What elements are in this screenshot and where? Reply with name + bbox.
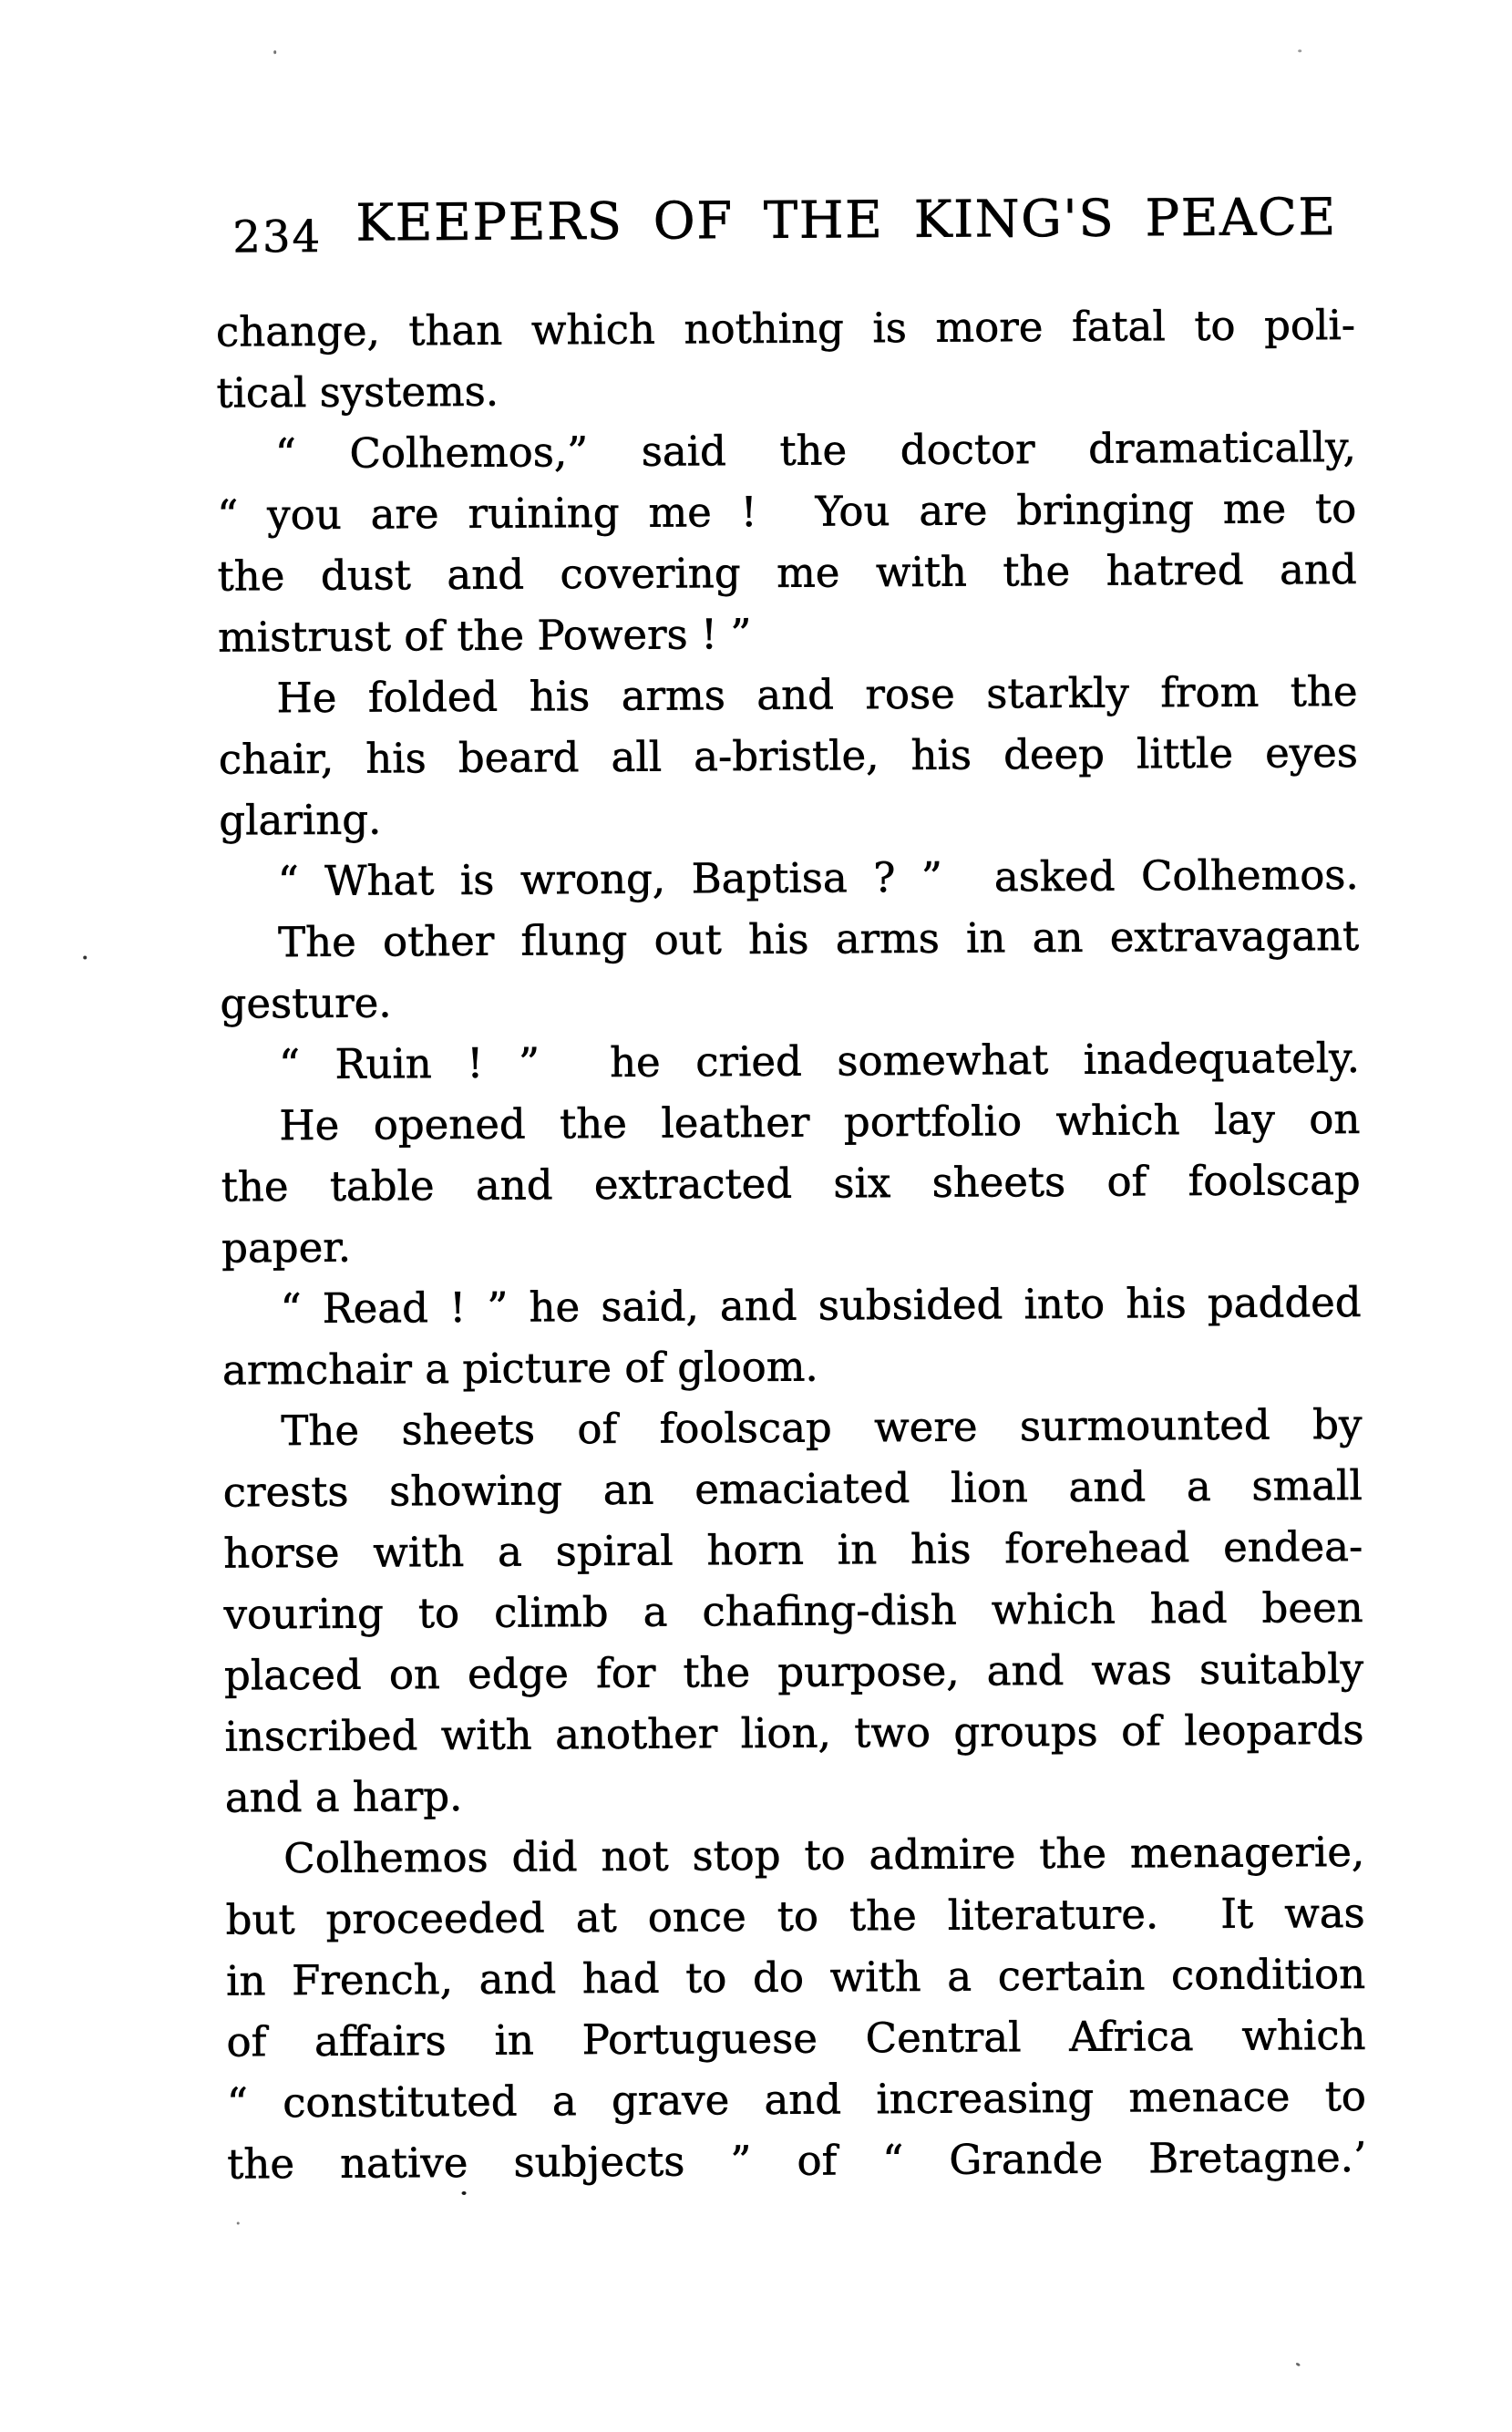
text-line: The other flung out his arms in an extravagant — [277, 911, 1360, 967]
text-line: in French, and had to do with a certain condition — [225, 1949, 1366, 2005]
text-line: “ you are ruining me ! You are bringing me to — [217, 483, 1357, 540]
text-line: paper. — [221, 1222, 352, 1273]
text-line: tical systems. — [216, 366, 499, 417]
text-line: vouring to climb a chafing-dish which had been — [223, 1582, 1363, 1639]
text-line: but proceeded at once to the literature. It was — [225, 1888, 1365, 1944]
scan-speck — [1295, 2362, 1301, 2366]
text-line: armchair a picture of gloom. — [221, 1342, 818, 1395]
text-line: “ Ruin ! ” he cried somewhat inadequately. — [278, 1033, 1361, 1089]
scan-speck — [83, 955, 87, 959]
text-line: and a harp. — [224, 1771, 463, 1822]
scan-speck — [237, 2221, 240, 2224]
text-line: of affairs in Portuguese Central Africa which — [226, 2010, 1366, 2066]
text-line: mistrust of the Powers ! ” — [217, 610, 752, 662]
scan-speck — [1298, 49, 1301, 52]
scan-speck — [273, 50, 276, 54]
running-title: KEEPERS OF THE KING'S PEACE — [355, 188, 1337, 253]
text-line: “ What is wrong, Baptisa ? ” asked Colhemos. — [277, 850, 1359, 906]
text-block — [216, 294, 1367, 2195]
text-line: “ Colhemos,” said the doctor dramatically, — [274, 422, 1357, 479]
text-line: Colhemos did not stop to admire the menagerie, — [283, 1827, 1365, 1883]
page-number: 234 — [232, 211, 323, 263]
text-line: crests showing an emaciated lion and a small — [222, 1460, 1363, 1517]
text-line: “ Read ! ” he said, and subsided into his padded — [280, 1277, 1362, 1334]
text-line: chair, his beard all a-bristle, his deep little eyes — [218, 727, 1359, 784]
text-line: He folded his arms and rose starkly from the — [276, 666, 1358, 723]
text-line: gesture. — [220, 978, 392, 1028]
text-line: glaring. — [219, 795, 382, 845]
text-line: inscribed with another lion, two groups of leopards — [224, 1705, 1364, 1761]
text-line: change, than which nothing is more fatal to poli- — [215, 300, 1356, 356]
scan-speck — [462, 2191, 467, 2195]
page-header — [0, 0, 1505, 263]
text-line: “ constituted a grave and increasing menace to — [226, 2071, 1367, 2128]
text-line: The sheets of foolscap were surmounted by — [281, 1399, 1363, 1456]
text-line: placed on edge for the purpose, and was suitably — [223, 1644, 1364, 1700]
text-line: the native subjects ” of “ Grande Bretagne.’ — [227, 2132, 1367, 2189]
text-line: the table and extracted six sheets of foolscap — [221, 1155, 1361, 1211]
text-line: the dust and covering me with the hatred and — [217, 544, 1357, 601]
text-line: horse with a spiral horn in his forehead endea- — [223, 1521, 1363, 1578]
text-line: He opened the leather portfolio which lay on — [279, 1094, 1361, 1150]
